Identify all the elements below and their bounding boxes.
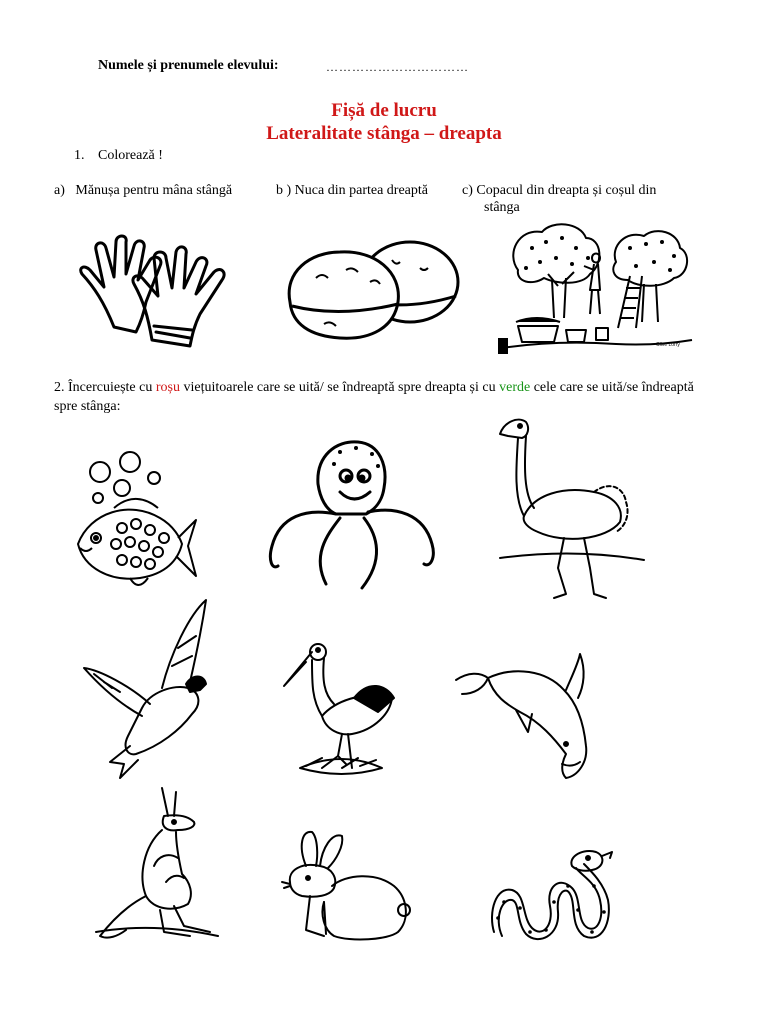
fish-tail [176,520,196,576]
task2-green-word: verde [499,380,531,395]
student-name-field[interactable]: …………………………… [326,60,469,74]
task1-option-c-continued: stânga [484,200,520,215]
option-letter: b ) [276,183,292,198]
walnuts-image[interactable] [280,232,470,352]
task1-heading [74,148,163,164]
task1-option-b [276,183,428,199]
stork-beak [284,652,312,686]
rabbit-head [290,865,335,897]
ostrich-image[interactable] [494,408,654,608]
eagle-body [126,687,199,754]
worksheet-subtitle: Lateralitate stânga – dreapta [266,123,502,144]
octopus-image[interactable] [266,436,442,596]
rabbit-tail [398,904,410,916]
stork-nest [300,759,382,774]
dolphin-fin [566,654,584,698]
image-credit: Clive Lorry [656,342,680,348]
task2-middle: viețuitoarele care se uită/ se îndreaptă spre dreapta și cu [179,380,500,395]
stork-image[interactable] [282,640,398,780]
dolphin-image[interactable] [454,650,604,784]
kangaroo-body [143,830,191,909]
orchard-image[interactable] [496,218,694,358]
option-letter: a) [54,183,65,198]
task2-suffix: cele care se uită/se îndreaptă spre stânga: [54,380,694,414]
task1-option-c [462,183,656,199]
task2-prefix: 2. Încercuiește cu [54,380,156,395]
dolphin-tail [456,674,488,694]
task1-option-a [54,183,232,199]
eagle-head [186,677,206,693]
task2-red-word: roșu [155,380,180,395]
fish-body [78,510,182,579]
kangaroo-head [163,815,195,830]
walnut-left [289,252,398,338]
eagle-image[interactable] [80,596,212,782]
tree-left [513,224,599,282]
kangaroo-tail [100,896,146,938]
ostrich-head [500,420,528,438]
dolphin-body [488,671,586,778]
eagle-wing-left [84,668,150,716]
ostrich-body [524,490,621,539]
snake-image[interactable] [484,846,614,946]
person [584,254,600,315]
worksheet-title: Fișă de lucru [331,100,437,121]
rabbit-ears [302,832,343,868]
basket-row [518,326,608,342]
tree-right [613,231,687,286]
option-text: Copacul din dreapta și coșul din [476,183,657,198]
task1-text: Colorează ! [98,148,163,163]
student-name-label: Numele și prenumele elevului: [98,58,279,73]
option-text: Mănușa pentru mâna stângă [75,183,233,198]
gloves-image[interactable] [74,232,244,352]
task1-number: 1. [74,148,85,163]
rabbit-image[interactable] [280,826,416,944]
option-text: Nuca din partea dreaptă [294,183,428,198]
kangaroo-image[interactable] [94,786,220,950]
option-letter: c) [462,183,473,198]
kangaroo-ears [162,788,176,816]
fish-image[interactable] [70,448,200,598]
